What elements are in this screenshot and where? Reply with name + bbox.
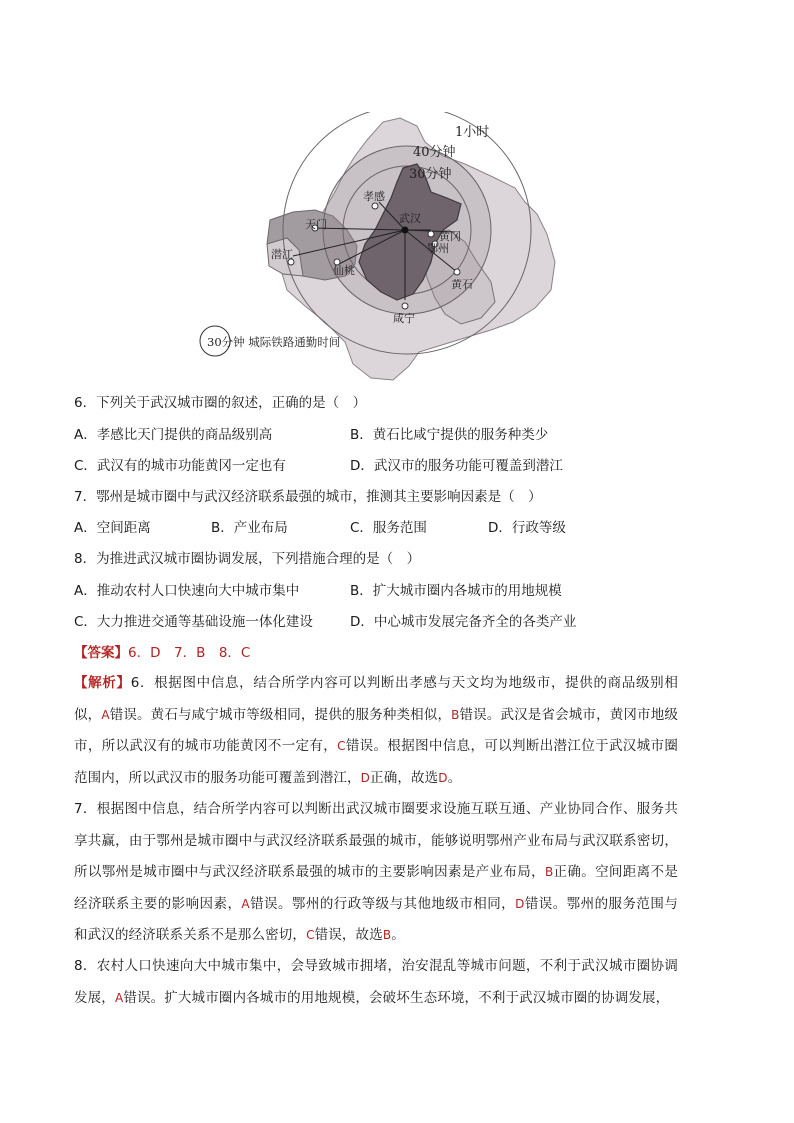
label-xianning: 咸宁 xyxy=(393,312,415,325)
q6-option-a[interactable]: A．孝感比天门提供的商品级别高 xyxy=(74,427,273,443)
answer-line xyxy=(74,643,250,663)
analysis-q7-part3: 错误。鄂州的行政等级与其他地级市相同， xyxy=(249,895,516,912)
q8-option-c[interactable]: C．大力推进交通等基础设施一体化建设 xyxy=(74,614,313,630)
period: 。 xyxy=(447,769,462,786)
label-1-hour: 1小时 xyxy=(455,125,490,140)
analysis-q7-part1: 7．根据图中信息，结合所学内容可以判断出武汉城市圈要求设施互联互通、产业协同合作、服务共享共赢，由于鄂州是城市圈中与武汉经济联系最强的城市，能够说明鄂州产业布局与武汉联系密切，所以鄂州是城市圈中与武汉经济联系最强的城市的主要影响因素是产业布局， xyxy=(74,801,678,880)
q6-stem: 6．下列关于武汉城市圈的叙述，正确的是（ ） xyxy=(74,395,367,411)
analysis-q6-part4: 错误。根据图中信息，可以判断出潜江位于武汉城市圈范围内，所以武汉市的服务功能可覆盖到潜江， xyxy=(74,738,678,786)
answer-letter: C xyxy=(306,928,315,942)
q7-option-b[interactable]: B．产业布局 xyxy=(211,520,288,536)
wuhan-city-circle-map xyxy=(195,112,570,384)
q7-option-a[interactable]: A．空间距离 xyxy=(74,520,151,536)
wuhan-dot xyxy=(402,227,409,234)
label-ezhou: 鄂州 xyxy=(427,242,449,255)
huangshi-dot xyxy=(454,269,460,275)
q7-option-c[interactable]: C．服务范围 xyxy=(350,520,427,536)
label-huanggang: 黄冈 xyxy=(439,230,461,243)
q7-option-d[interactable]: D．行政等级 xyxy=(488,520,566,536)
q6-option-c[interactable]: C．武汉有的城市功能黄冈一定也有 xyxy=(74,458,286,474)
analysis-q7-part5: 错误，故选 xyxy=(314,927,383,943)
analysis-q6 xyxy=(74,668,678,794)
analysis-q8 xyxy=(74,951,678,1014)
xianning-dot xyxy=(402,303,408,309)
analysis-q7-part4: 错误。鄂州的服务范围与和武汉的经济联系关系不是那么密切， xyxy=(74,895,678,943)
analysis-q7 xyxy=(74,794,678,952)
analysis-q6-part3: 错误。武汉是省会城市，黄冈市地级市，所以武汉有的城市功能黄冈不一定有， xyxy=(74,706,679,754)
answer-letter: B xyxy=(544,865,554,879)
answer-letter: A xyxy=(114,990,124,1005)
analysis-tag: 【解析】 xyxy=(74,675,131,691)
label-xiantao: 仙桃 xyxy=(333,264,355,277)
label-30-minutes: 30分钟 xyxy=(409,167,452,182)
analysis-q8-part2: 错误。扩大城市圈内各城市的用地规模，会破坏生态环境，不利于武汉城市圈的协调发展， xyxy=(123,989,670,1006)
analysis-q7-part2: 正确。空间距离不是经济联系主要的影响因素， xyxy=(74,864,678,912)
analysis-q8-part1: 8．农村人口快速向大中城市集中，会导致城市拥堵，治安混乱等城市问题，不利于武汉城市圈协调发展， xyxy=(74,958,678,1006)
analysis-q6-part2: 错误。黄石与咸宁城市等级相同，提供的服务种类相似， xyxy=(109,706,452,723)
answer-letter: C xyxy=(337,739,346,753)
q8-option-d[interactable]: D．中心城市发展完备齐全的各类产业 xyxy=(350,614,577,630)
q6-option-b[interactable]: B．黄石比咸宁提供的服务种类少 xyxy=(350,427,549,443)
answer-tag: 【答案】 xyxy=(74,645,128,661)
label-40-minutes: 40分钟 xyxy=(413,145,456,160)
ezhou-dot xyxy=(428,231,434,237)
analysis-q6-part5: 正确，故选 xyxy=(370,769,439,786)
analysis-q6-part1: 6．根据图中信息，结合所学内容可以判断出孝感与天文均为地级市，提供的商品级别相似， xyxy=(74,675,678,723)
answer-letter: D xyxy=(360,770,371,785)
answer-letter: A xyxy=(101,707,110,722)
answer-letter: B xyxy=(382,928,392,942)
xiaogan-dot xyxy=(372,203,378,209)
q6-option-d[interactable]: D．武汉市的服务功能可覆盖到潜江 xyxy=(350,458,563,474)
answer-letter: D xyxy=(515,896,525,911)
q7-stem: 7．鄂州是城市圈中与武汉经济联系最强的城市，推测其主要影响因素是（ ） xyxy=(74,489,542,505)
label-huangshi: 黄石 xyxy=(451,278,473,291)
answer-letter: D xyxy=(438,770,448,785)
legend-label: 30分钟 城际铁路通勤时间 xyxy=(207,335,341,349)
answer-text: 6．D 7．B 8．C xyxy=(128,645,251,661)
q8-stem: 8．为推进武汉城市圈协调发展，下列措施合理的是（ ） xyxy=(74,551,421,567)
period: 。 xyxy=(391,927,405,943)
answer-letter: A xyxy=(241,896,250,911)
answer-letter: B xyxy=(451,707,460,722)
label-xiaogan: 孝感 xyxy=(363,190,385,203)
q8-option-a[interactable]: A．推动农村人口快速向大中城市集中 xyxy=(74,583,300,599)
label-qianjiang: 潜江 xyxy=(271,248,293,261)
label-tianmen: 天门 xyxy=(305,218,327,231)
label-wuhan: 武汉 xyxy=(399,212,421,225)
q8-option-b[interactable]: B．扩大城市圈内各城市的用地规模 xyxy=(350,583,562,599)
